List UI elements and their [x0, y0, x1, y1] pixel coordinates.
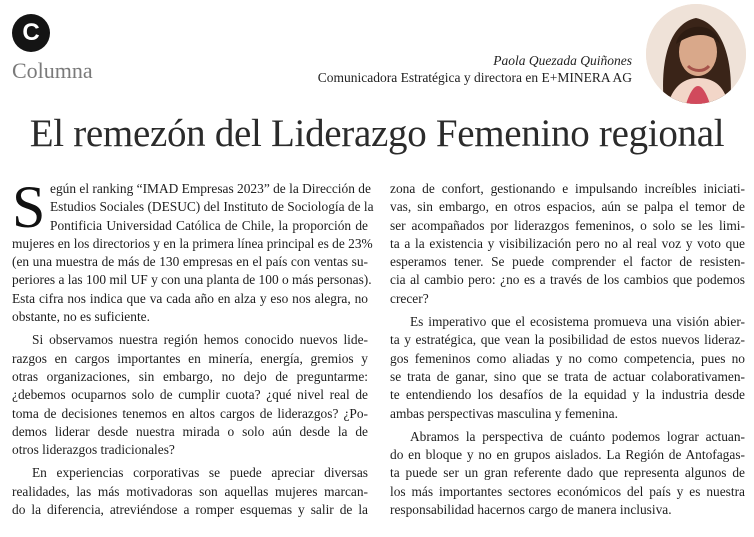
text-line: te entendiendo los desafíos de la equidad y la industria desde	[390, 387, 745, 403]
text-line: Si observamos nuestra región hemos conocido nuevos lide-	[32, 332, 368, 348]
text-line: Abramos la perspectiva de cuánto podemos lograr actuan-	[410, 428, 745, 444]
text-line: vas, sin embargo, en otros espacios, aún se palpa el temor de	[390, 199, 745, 215]
text-line: los más importantes sectores económicos del país y es nuestra	[390, 483, 745, 499]
article-column-2	[390, 180, 745, 519]
author-byline	[318, 52, 632, 87]
column-logo-badge: C	[12, 14, 50, 52]
text-line: mujeres en los directorios y en la primera línea principal es de 23%	[12, 235, 373, 251]
text-line: Es imperativo que el ecosistema promueva una visión abier-	[410, 314, 745, 330]
author-role: Comunicadora Estratégica y directora en E+MINERA AG	[317, 70, 632, 85]
text-line: toma de decisiones tenemos en altos cargos de liderazgos? ¿Po-	[12, 405, 368, 421]
text-line: otras organizaciones, sin embargo, no dejo de preguntarme:	[12, 368, 368, 384]
text-line: Pontificia Universidad Católica de Chile, la proporción de	[50, 217, 368, 233]
text-line: obstante, no es suficiente.	[12, 309, 150, 325]
text-line: gos femeninos como aliadas y no como competencia, pues no	[390, 350, 745, 366]
opening-paragraph	[12, 174, 374, 240]
article-headline: El remezón del Liderazgo Femenino regional	[29, 112, 725, 155]
text-line: do la diferencia, atreviéndose a romper esquemas y salir de la	[12, 502, 368, 518]
text-line: do en bloque y no en grupos aislados. La Región de Antofagas-	[390, 447, 745, 463]
text-line: demos liderar desde nuestra mirada o solo aún desde la de	[12, 423, 368, 439]
text-line: esperamos tener. Se puede comprender el factor de resisten-	[390, 254, 745, 270]
text-line: realidades, las más motivadoras son aquellas mujeres marcan-	[12, 483, 368, 499]
text-line: otros liderazgos tradicionales?	[12, 442, 175, 458]
text-line: crecer?	[390, 290, 429, 306]
text-line: cia al cambio pero: ¿no es a través de los cambios que podemos	[390, 272, 745, 288]
text-line: ¿debemos ocuparnos solo de cumplir cuota? ¿qué nivel real de	[12, 387, 368, 403]
text-line: Esta cifra nos indica que va cada año en alza y eso nos alegra, no	[12, 290, 368, 306]
text-line: En experiencias corporativas se puede apreciar diversas	[32, 465, 368, 481]
text-line: ambas perspectivas masculina y femenina.	[390, 405, 618, 421]
article-column-1	[12, 174, 374, 519]
text-line: ta puede ser un gran referente dado que representa algunos de	[390, 465, 745, 481]
text-line: (en una muestra de más de 130 empresas en el país con ventas su-	[12, 254, 368, 270]
author-photo	[646, 4, 746, 104]
text-line: ta a la existencia y visibilización pero no al real voz y voto que	[390, 235, 745, 251]
text-line: Estudios Sociales (DESUC) del Instituto de Sociología de la	[50, 199, 374, 215]
drop-cap: S	[12, 174, 46, 240]
text-line: egún el ranking “IMAD Empresas 2023” de la Dirección de	[50, 181, 371, 196]
section-label: Columna	[12, 58, 93, 83]
text-line: se trata de ganar, sino que se trata de actuar colaborativamen-	[390, 368, 745, 384]
author-name: Paola Quezada Quiñones	[493, 53, 632, 68]
text-line: periores a las 100 mil UF y con una planta de 100 o más personas).	[12, 272, 372, 288]
text-line: ta y estratégica, que vean la posibilidad de estos nuevos lideraz-	[390, 332, 745, 348]
text-line: razgos en cargos importantes en minería, energía, gremios y	[12, 350, 368, 366]
text-line: responsabilidad hacernos cargo de manera inclusiva.	[390, 502, 672, 518]
text-line: ser acompañados por liderazgos femeninos, o solo se les limi-	[390, 217, 745, 233]
text-line: zona de confort, gestionando e impulsando increíbles iniciati-	[390, 181, 745, 196]
